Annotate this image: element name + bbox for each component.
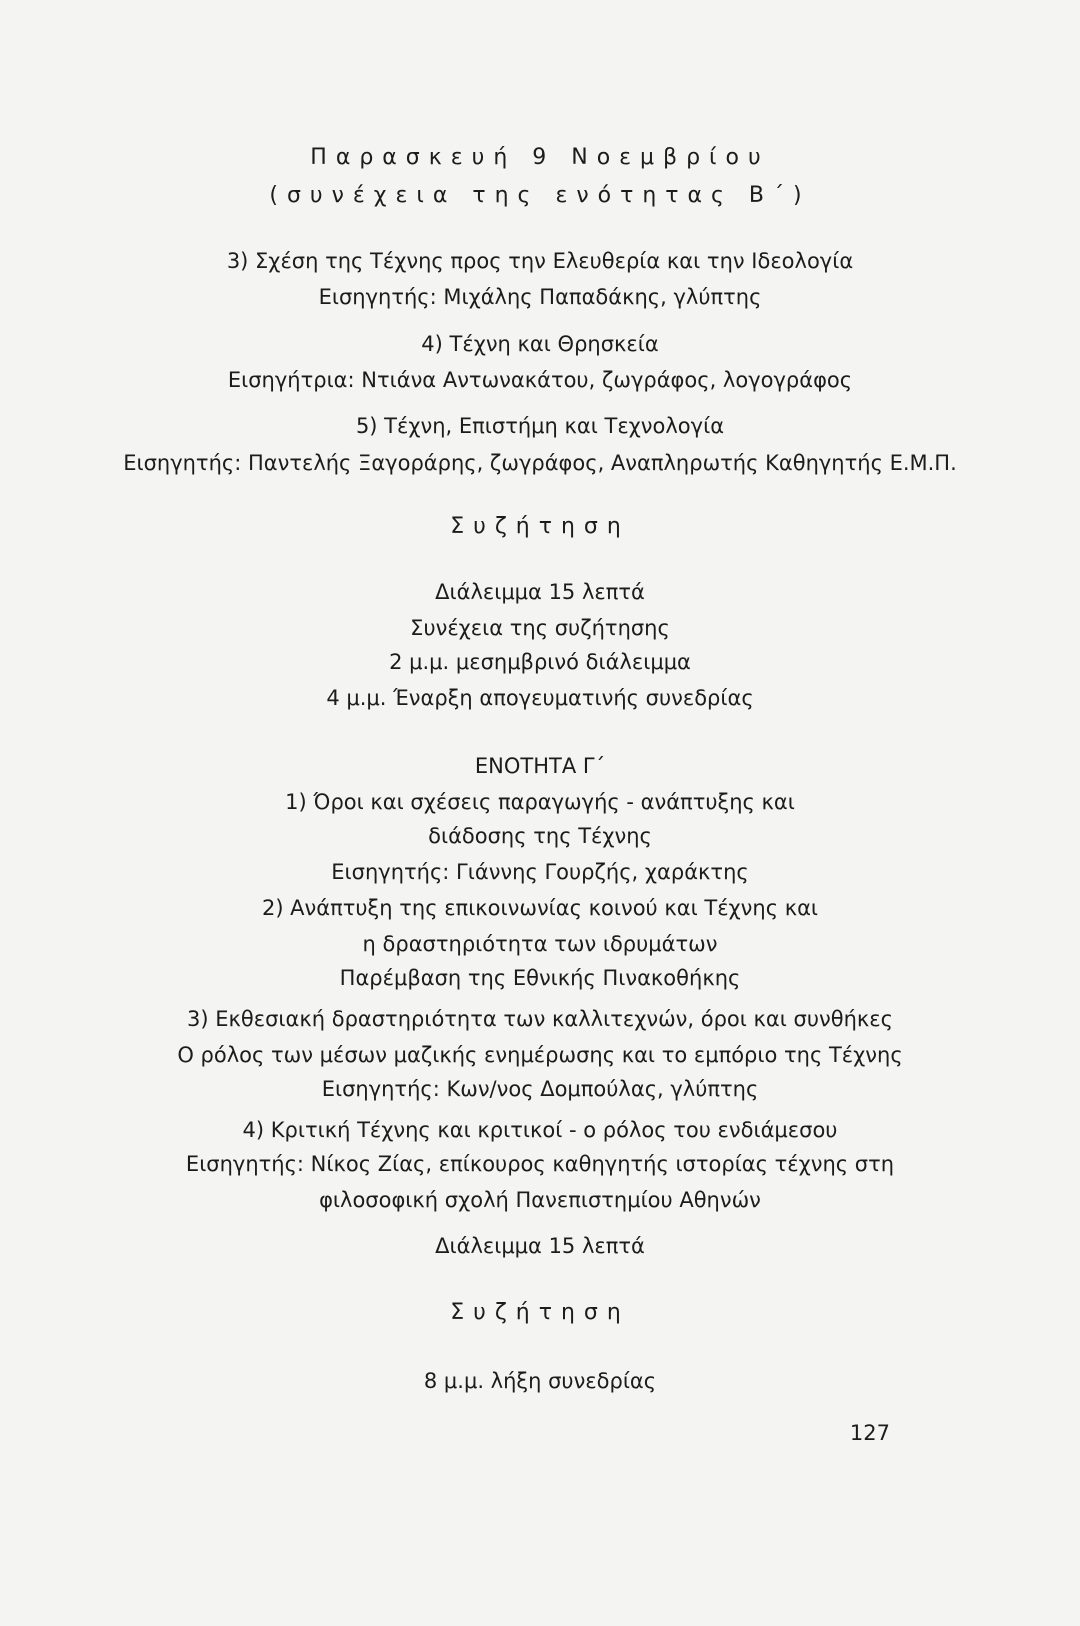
section-b-item-4-title: 4) Τέχνη και Θρησκεία bbox=[421, 332, 659, 356]
schedule-continuation: Συνέχεια της συζήτησης bbox=[410, 616, 670, 640]
break-2: Διάλειμμα 15 λεπτά bbox=[435, 1234, 645, 1258]
schedule-midday-break: 2 μ.μ. μεσημβρινό διάλειμμα bbox=[389, 650, 691, 674]
section-c-item-1-title-a: 1) Όροι και σχέσεις παραγωγής - ανάπτυξης και bbox=[285, 790, 795, 814]
section-b-item-5-speaker: Εισηγητής: Παντελής Ξαγοράρης, ζωγράφος, Αναπληρωτής Καθηγητής Ε.Μ.Π. bbox=[123, 451, 957, 475]
discussion-heading-2: Συζήτηση bbox=[450, 1300, 630, 1325]
section-c-item-4-title: 4) Κριτική Τέχνης και κριτικοί - ο ρόλος του ενδιάμεσου bbox=[242, 1118, 838, 1142]
closing-line: 8 μ.μ. λήξη συνεδρίας bbox=[423, 1369, 657, 1393]
section-c-title: ΕΝΟΤΗΤΑ Γ΄ bbox=[474, 754, 606, 778]
discussion-heading-1: Συζήτηση bbox=[450, 514, 630, 539]
date-heading: Παρασκευή 9 Νοεμβρίου bbox=[310, 145, 770, 170]
schedule-afternoon-start: 4 μ.μ. Έναρξη απογευματινής συνεδρίας bbox=[326, 686, 754, 710]
section-b-item-4-speaker: Εισηγήτρια: Ντιάνα Αντωνακάτου, ζωγράφος, λογογράφος bbox=[227, 368, 853, 392]
section-b-item-3-speaker: Εισηγητής: Μιχάλης Παπαδάκης, γλύπτης bbox=[318, 285, 762, 309]
section-c-item-4-speaker-a: Εισηγητής: Νίκος Ζίας, επίκουρος καθηγητής ιστορίας τέχνης στη bbox=[185, 1152, 895, 1176]
schedule-break: Διάλειμμα 15 λεπτά bbox=[435, 580, 645, 604]
section-c-item-3-speaker: Εισηγητής: Κων/νος Δομπούλας, γλύπτης bbox=[321, 1077, 759, 1101]
section-c-item-4-speaker-b: φιλοσοφική σχολή Πανεπιστημίου Αθηνών bbox=[319, 1188, 761, 1212]
page-number: 127 bbox=[849, 1421, 890, 1445]
continuation-heading: (συνέχεια της ενότητας Β΄) bbox=[269, 183, 811, 208]
section-b-item-3-title: 3) Σχέση της Τέχνης προς την Ελευθερία και την Ιδεολογία bbox=[226, 249, 854, 273]
section-c-item-3-title-a: 3) Εκθεσιακή δραστηριότητα των καλλιτεχνών, όροι και συνθήκες bbox=[187, 1007, 893, 1031]
section-b-item-5-title: 5) Τέχνη, Επιστήμη και Τεχνολογία bbox=[355, 414, 725, 438]
section-c-item-3-title-b: Ο ρόλος των μέσων μαζικής ενημέρωσης και το εμπόριο της Τέχνης bbox=[177, 1043, 903, 1067]
section-c-item-2-title-b: η δραστηριότητα των ιδρυμάτων bbox=[362, 932, 718, 956]
section-c-item-2-title-a: 2) Ανάπτυξη της επικοινωνίας κοινού και Τέχνης και bbox=[261, 896, 819, 920]
section-c-item-2-speaker: Παρέμβαση της Εθνικής Πινακοθήκης bbox=[339, 966, 741, 990]
section-c-item-1-speaker: Εισηγητής: Γιάννης Γουρζής, χαράκτης bbox=[331, 860, 749, 884]
section-c-item-1-title-b: διάδοσης της Τέχνης bbox=[428, 824, 652, 848]
